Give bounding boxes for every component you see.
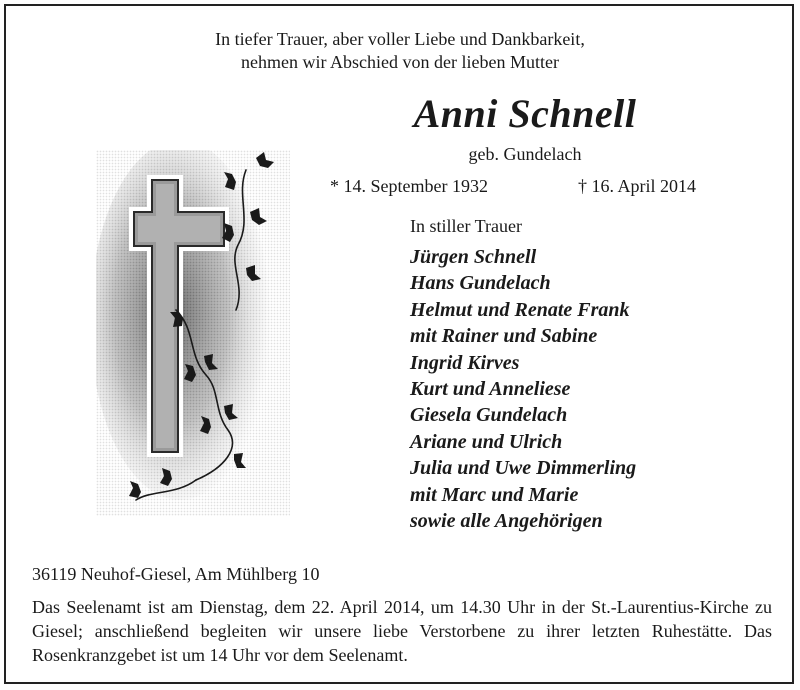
cross-with-ivy-icon <box>96 150 290 516</box>
mourners-list <box>410 244 636 534</box>
mourner-name: Hans Gundelach <box>410 272 551 295</box>
intro-text <box>150 28 650 74</box>
mourning-intro: In stiller Trauer <box>410 216 522 236</box>
mourner-name: mit Marc und Marie <box>410 483 579 506</box>
mourner-name: Ingrid Kirves <box>410 351 520 374</box>
death-date: † 16. April 2014 <box>578 176 697 196</box>
mourner-name: mit Rainer und Sabine <box>410 325 598 348</box>
service-notice: Das Seelenamt ist am Dienstag, dem 22. April 2014, um 14.30 Uhr in der St.-Laurentius-Kirche zu Giesel; anschließend begleiten wir unsere liebe Verstorbene zu ihrer letzten Ruhestätte. Das Rosenkranzgebet ist um 14 Uhr vor dem Seelenamt. <box>32 597 772 665</box>
intro-line-2: nehmen wir Abschied von der lieben Mutter <box>241 52 559 72</box>
mourner-name: Jürgen Schnell <box>410 246 537 268</box>
mourner-name: Julia und Uwe Dimmerling <box>410 457 637 480</box>
mourner-name: sowie alle Angehörigen <box>410 509 603 532</box>
mourner-name: Helmut und Renate Frank <box>410 298 630 321</box>
mourner-name: Ariane und Ulrich <box>410 430 563 453</box>
deceased-name: Anni Schnell <box>413 91 637 136</box>
mourner-name: Kurt und Anneliese <box>410 377 571 400</box>
family-address: 36119 Neuhof-Giesel, Am Mühlberg 10 <box>32 564 320 584</box>
mourner-name: Giesela Gundelach <box>410 404 568 427</box>
intro-line-1: In tiefer Trauer, aber voller Liebe und Dankbarkeit, <box>215 29 585 49</box>
maiden-name: geb. Gundelach <box>468 144 582 164</box>
birth-date: * 14. September 1932 <box>330 176 488 196</box>
